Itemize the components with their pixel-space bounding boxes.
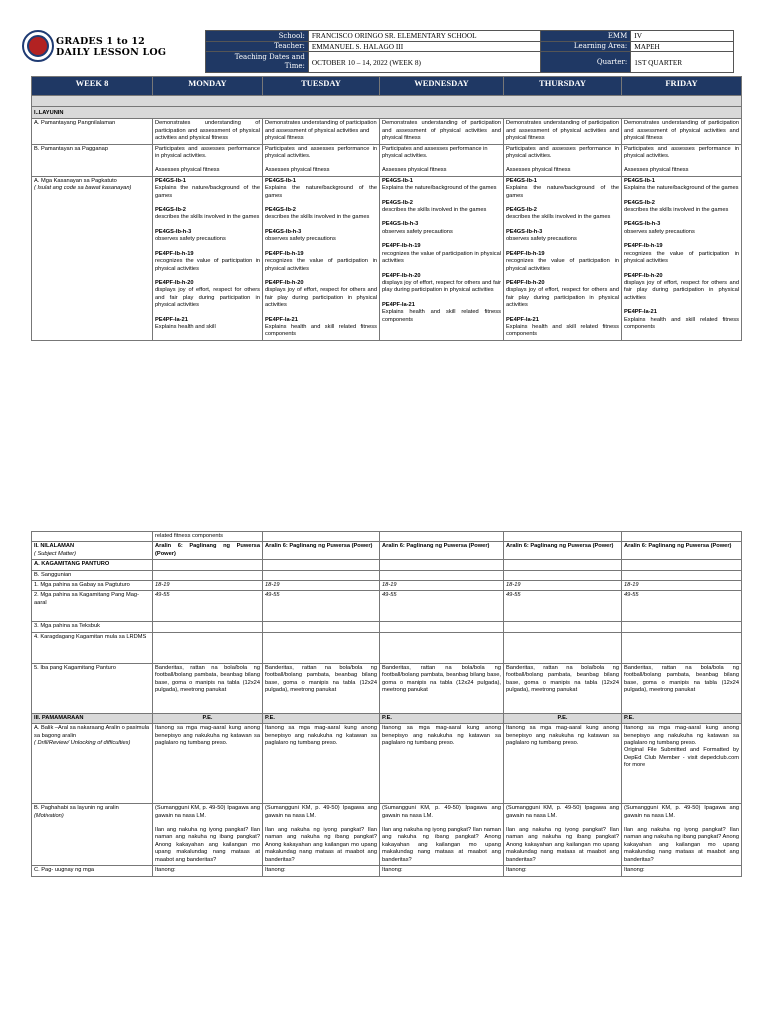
form-title bbox=[56, 36, 166, 58]
thu-pagganap-p1: Participates and assesses performance in physical activities. bbox=[506, 145, 619, 160]
kagamitan-pahina-row bbox=[32, 591, 742, 622]
thu-code4: PE4PF-Ib-h-19 bbox=[506, 250, 545, 257]
wed-itanong: Itanong: bbox=[380, 866, 504, 876]
balik-label-cell bbox=[32, 724, 153, 804]
tue-kasanayan bbox=[263, 176, 380, 340]
fri-code1-text: Explains the nature/background of the games bbox=[624, 185, 739, 192]
thu-paghahabi-p2: Ilan ang nakuha ng iyong pangkat? Ilan naman ang nakuha ng ibang pangkat? Anong kakayahan ang kailangan mo upang makalundag nang mataas at maabot ang banderitas? bbox=[506, 827, 619, 863]
thu-code3: PE4GS-Ib-h-3 bbox=[506, 228, 543, 235]
school-value: FRANCISCO ORINGO SR. ELEMENTARY SCHOOL bbox=[308, 31, 541, 42]
thu-code1: PE4GS-Ib-1 bbox=[506, 177, 537, 184]
mon-code2-text: describes the skills involved in the games bbox=[155, 214, 260, 221]
mon-code4-text: recognizes the value of participation in physical activities bbox=[155, 258, 260, 272]
mon-pagganap bbox=[153, 144, 263, 176]
mon-code5-text: displays joy of effort, respect for others and fair play during participation in physical activities bbox=[155, 287, 260, 309]
kagamitan-label: A. KAGAMITANG PANTURO bbox=[32, 560, 153, 570]
mon-pe: P.E. bbox=[153, 713, 263, 723]
fri-pagganap bbox=[622, 144, 742, 176]
wed-code4: PE4PF-Ib-h-19 bbox=[382, 243, 421, 250]
fri-paghahabi-p1: (Sumangguni KM, p. 49-50) Ipagawa ang gawain na nasa LM. bbox=[624, 805, 739, 819]
mon-code2: PE4GS-Ib-2 bbox=[155, 207, 186, 214]
tue-gabay: 18-19 bbox=[263, 581, 380, 591]
wed-code2: PE4GS-Ib-2 bbox=[382, 199, 413, 206]
tue-code1: PE4GS-Ib-1 bbox=[265, 177, 296, 184]
kasanayan-label: A. Mga Kasanayan sa Pagkatuto bbox=[34, 177, 117, 184]
spacer-row bbox=[32, 96, 742, 107]
area-label: Learning Area: bbox=[541, 41, 631, 52]
wed-code4-text: recognizes the value of participation in physical activities bbox=[382, 250, 501, 265]
fri-pe: P.E. bbox=[622, 713, 742, 723]
fri-iba: Banderitas, rattan na bola/bola ng football/bolang pambata, beanbag bilang base, goma o manipis na tabla (12x24 pulgada), meetrong panukat bbox=[622, 663, 742, 713]
tue-pagganap bbox=[263, 144, 380, 176]
sanggunian-label: B. Sanggunian bbox=[32, 570, 153, 580]
thursday-header: THURSDAY bbox=[504, 77, 622, 96]
dates-label-2: Time: bbox=[284, 62, 305, 70]
thu-code2: PE4GS-Ib-2 bbox=[506, 207, 537, 214]
pagugnay-row bbox=[32, 866, 742, 876]
mon-paghahabi-p2: Ilan ang nakuha ng iyong pangkat? Ilan naman ang nakuha ng ibang pangkat? Anong kakayahan ang kailangan mo upang makalundag nang mataas at maabot ang banderitas? bbox=[155, 827, 260, 863]
mon-code3: PE4GS-Ib-h-3 bbox=[155, 228, 192, 235]
paghahabi-label-cell bbox=[32, 804, 153, 866]
lesson-table-page1 bbox=[31, 76, 742, 341]
page-two bbox=[0, 528, 768, 1024]
grade-label: EMM bbox=[541, 31, 631, 42]
fri-kagamitan-pahina: 49-55 bbox=[622, 591, 742, 622]
mon-paghahabi bbox=[153, 804, 263, 866]
lrdms-row bbox=[32, 632, 742, 663]
mon-code3-text: observes safety precautions bbox=[155, 236, 226, 243]
thu-code4-text: recognizes the value of participation in physical activities bbox=[506, 258, 619, 272]
school-label: School: bbox=[206, 31, 309, 42]
fri-code2: PE4GS-Ib-2 bbox=[624, 199, 655, 206]
teacher-value: EMMANUEL S. HALAGO III bbox=[308, 41, 541, 52]
nilalaman-label-cell bbox=[32, 542, 153, 560]
wed-code1: PE4GS-Ib-1 bbox=[382, 177, 413, 184]
mon-kasanayan bbox=[153, 176, 263, 340]
fri-kasanayan bbox=[622, 176, 742, 340]
mon-code1-text: Explains the nature/background of the games bbox=[155, 185, 260, 199]
grade-value: IV bbox=[631, 31, 734, 42]
mon-continued-text: related fitness components bbox=[153, 532, 263, 542]
mon-pagganap-p1: Participates and assesses performance in physical activities. bbox=[155, 145, 260, 160]
tue-paghahabi-p2: Ilan ang nakuha ng iyong pangkat? Ilan naman ang nakuha ng ibang pangkat? Anong kakayahan ang kailangan mo upang makalundag nang mataas at maabot ang banderitas? bbox=[265, 827, 377, 863]
mon-itanong: Itanong: bbox=[153, 866, 263, 876]
iba-row bbox=[32, 663, 742, 713]
monday-header: MONDAY bbox=[153, 77, 263, 96]
tue-code2: PE4GS-Ib-2 bbox=[265, 207, 296, 214]
header-info-table bbox=[205, 30, 734, 73]
paghahabi-note: (Motivation) bbox=[34, 812, 64, 819]
pamantayang-label: A. Pamantayang Pangnilalaman bbox=[32, 119, 153, 144]
tue-pagganap-p1: Participates and assesses performance in physical activities. bbox=[265, 145, 377, 160]
thu-balik: Itanong sa mga mag-aaral kung anong benepisyo ang nakukuha ng katawan sa paglalaro ng tumbang preso. bbox=[504, 724, 622, 804]
wed-paghahabi bbox=[380, 804, 504, 866]
tue-paghahabi-p1: (Sumangguni KM, p. 49-50) Ipagawa ang gawain na nasa LM. bbox=[265, 805, 377, 819]
fri-code2-text: describes the skills involved in the games bbox=[624, 207, 729, 214]
thu-code1-text: Explains the nature/background of the games bbox=[506, 185, 619, 199]
dates-label-1: Teaching Dates and bbox=[234, 53, 305, 61]
mon-code5: PE4PF-Ib-h-20 bbox=[155, 279, 194, 286]
mon-code1: PE4GS-Ib-1 bbox=[155, 177, 186, 184]
gabay-label: 1. Mga pahina sa Gabay sa Pagtuturo bbox=[32, 581, 153, 591]
kagamitan-row bbox=[32, 560, 742, 570]
thu-code2-text: describes the skills involved in the games bbox=[506, 214, 611, 221]
dates-value: OCTOBER 10 – 14, 2022 (WEEK 8) bbox=[308, 52, 541, 73]
wed-paghahabi-p1: (Sumangguni KM, p. 49-50) Ipagawa ang gawain na nasa LM. bbox=[382, 805, 501, 819]
wed-code5-text: displays joy of effort, respect for others and fair play during participation in physical activities bbox=[382, 279, 501, 294]
wed-kagamitan-pahina: 49-55 bbox=[380, 591, 504, 622]
pagugnay-label: C. Pag- uugnay ng mga bbox=[32, 866, 153, 876]
mon-pagganap-p2: Assesses physical fitness bbox=[155, 167, 220, 174]
gabay-row bbox=[32, 581, 742, 591]
fri-pagganap-p2: Assesses physical fitness bbox=[624, 167, 689, 174]
pagganap-label: B. Pamantayan sa Pagganap bbox=[32, 144, 153, 176]
balik-row bbox=[32, 724, 742, 804]
wed-pamantayang: Demonstrates understanding of participation and assessment of physical activities and physical fitness bbox=[380, 119, 504, 144]
fri-pamantayang: Demonstrates understanding of participation and assessment of physical activities and physical fitness bbox=[622, 119, 742, 144]
fri-balik-extra: Original File Submitted and Formatted by DepEd Club Member - visit depedclub.com for more bbox=[624, 747, 739, 769]
fri-code4-text: recognizes the value of participation in physical activities bbox=[624, 250, 739, 265]
tue-code6: PE4PF-Ia-21 bbox=[265, 316, 298, 323]
wed-code5: PE4PF-Ib-h-20 bbox=[382, 272, 421, 279]
dates-label bbox=[206, 52, 309, 73]
tue-code4-text: recognizes the value of participation in physical activities bbox=[265, 258, 377, 272]
tue-code1-text: Explains the nature/background of the games bbox=[265, 185, 377, 199]
wed-pe: P.E. bbox=[380, 713, 504, 723]
thu-itanong: Itanong: bbox=[504, 866, 622, 876]
fri-balik-text: Itanong sa mga mag-aaral kung anong benepisyo ang nakukuha ng katawan sa paglalaro ng tumbang preso. bbox=[624, 725, 739, 747]
layunin-row bbox=[32, 107, 742, 119]
lrdms-label: 4. Karagdagang Kagamitan mula sa LRDMS bbox=[32, 632, 153, 663]
wed-code6-text: Explains health and skill related fitness components bbox=[382, 309, 501, 323]
fri-aralin: Aralin 6: Paglinang ng Puwersa (Power) bbox=[622, 542, 742, 560]
form-title-line1: GRADES 1 to 12 bbox=[56, 36, 145, 47]
tue-kagamitan-pahina: 49-55 bbox=[263, 591, 380, 622]
teksbuk-label: 3. Mga pahina sa Teksbuk bbox=[32, 622, 153, 632]
wed-balik: Itanong sa mga mag-aaral kung anong benepisyo ang nakukuha ng katawan sa paglalaro ng tumbang preso. bbox=[380, 724, 504, 804]
friday-header: FRIDAY bbox=[622, 77, 742, 96]
deped-seal-logo bbox=[22, 30, 54, 62]
mon-code4: PE4PF-Ib-h-19 bbox=[155, 250, 194, 257]
tue-iba: Banderitas, rattan na bola/bola ng football/bolang pambata, beanbag bilang base, goma o manipis na tabla (12x24 pulgada), meetrong panukat bbox=[263, 663, 380, 713]
wed-code1-text: Explains the nature/background of the games bbox=[382, 185, 497, 192]
thu-paghahabi-p1: (Sumangguni KM, p. 49-50) Ipagawa ang gawain na nasa LM. bbox=[506, 805, 619, 819]
tue-code3: PE4GS-Ib-h-3 bbox=[265, 228, 302, 235]
mon-aralin: Aralin 6: Paglinang ng Puwersa (Power) bbox=[153, 542, 263, 560]
sanggunian-row bbox=[32, 570, 742, 580]
page-one bbox=[0, 0, 768, 480]
fri-code5: PE4PF-Ib-h-20 bbox=[624, 272, 663, 279]
pamantayang-row bbox=[32, 119, 742, 144]
tue-aralin: Aralin 6: Paglinang ng Puwersa (Power) bbox=[263, 542, 380, 560]
thu-code5: PE4PF-Ib-h-20 bbox=[506, 279, 545, 286]
mon-balik: Itanong sa mga mag-aaral kung anong benepisyo ang nakukuha ng katawan sa paglalaro ng tumbang preso. bbox=[153, 724, 263, 804]
mon-code6: PE4PF-Ia-21 bbox=[155, 316, 188, 323]
mon-gabay: 18-19 bbox=[153, 581, 263, 591]
fri-itanong: Itanong: bbox=[622, 866, 742, 876]
thu-kasanayan bbox=[504, 176, 622, 340]
layunin-label: I..LAYUNIN bbox=[32, 107, 742, 119]
teksbuk-row bbox=[32, 622, 742, 632]
quarter-label: Quarter: bbox=[541, 52, 631, 73]
kasanayan-row bbox=[32, 176, 742, 340]
mon-pamantayang: Demonstrates understanding of participation and assessment of physical activities and physical fitness bbox=[153, 119, 263, 144]
fri-code3: PE4GS-Ib-h-3 bbox=[624, 221, 661, 228]
mon-paghahabi-p1: (Sumangguni KM, p. 49-50) Ipagawa ang gawain na nasa LM. bbox=[155, 805, 260, 819]
fri-code5-text: displays joy of effort, respect for others and fair play during participation in physical activities bbox=[624, 279, 739, 301]
fri-gabay: 18-19 bbox=[622, 581, 742, 591]
form-title-line2: DAILY LESSON LOG bbox=[56, 47, 167, 58]
wed-pagganap-p2: Assesses physical fitness bbox=[382, 167, 447, 174]
paghahabi-label: B. Paghahabi sa layunin ng aralin bbox=[34, 805, 119, 812]
teacher-label: Teacher: bbox=[206, 41, 309, 52]
fri-code3-text: observes safety precautions bbox=[624, 228, 695, 235]
fri-pagganap-p1: Participates and assesses performance in physical activities. bbox=[624, 145, 739, 160]
thu-code6-text: Explains health and skill related fitness components bbox=[506, 323, 619, 338]
wednesday-header: WEDNESDAY bbox=[380, 77, 504, 96]
wed-code3: PE4GS-Ib-h-3 bbox=[382, 221, 419, 228]
tue-code2-text: describes the skills involved in the games bbox=[265, 214, 370, 221]
mon-iba: Banderitas, rattan na bola/bola ng football/bolang pambata, beanbag bilang base, goma o manipis na tabla (12x24 pulgada), meetrong panukat bbox=[153, 663, 263, 713]
thu-pamantayang: Demonstrates understanding of participation and assessment of physical activities and physical fitness bbox=[504, 119, 622, 144]
wed-pagganap bbox=[380, 144, 504, 176]
balik-note: ( Drill/Review/ Unlocking of difficulties) bbox=[34, 740, 131, 747]
wed-code3-text: observes safety precautions bbox=[382, 228, 453, 235]
area-value: MAPEH bbox=[631, 41, 734, 52]
mon-code6-text: Explains health and skill bbox=[155, 323, 216, 330]
nilalaman-label: II. NILALAMAN bbox=[34, 543, 75, 550]
week-label: WEEK 8 bbox=[32, 77, 153, 96]
day-header-row bbox=[32, 77, 742, 96]
wed-iba: Banderitas, rattan na bola/bola ng football/bolang pambata, beanbag bilang base, goma o manipis na tabla (12x24 pulgada), meetrong panukat bbox=[380, 663, 504, 713]
kasanayan-label-cell bbox=[32, 176, 153, 340]
continued-row bbox=[32, 532, 742, 542]
tue-pe: P.E. bbox=[263, 713, 380, 723]
thu-iba: Banderitas, rattan na bola/bola ng football/bolang pambata, beanbag bilang base, goma o manipis na tabla (12x24 pulgada), meetrong panukat bbox=[504, 663, 622, 713]
thu-kagamitan-pahina: 49-55 bbox=[504, 591, 622, 622]
quarter-value: 1ST QUARTER bbox=[631, 52, 734, 73]
tue-pagganap-p2: Assesses physical fitness bbox=[265, 167, 330, 174]
thu-pe: P.E. bbox=[504, 713, 622, 723]
fri-paghahabi-p2: Ilan ang nakuha ng iyong pangkat? Ilan naman ang nakuha ng ibang pangkat? Anong kakayahan ang kailangan mo upang makalundag nang mataas at maabot ang banderitas? bbox=[624, 827, 739, 863]
tue-balik: Itanong sa mga mag-aaral kung anong benepisyo ang nakukuha ng katawan sa paglalaro ng tumbang preso. bbox=[263, 724, 380, 804]
fri-code6-text: Explains health and skill related fitness components bbox=[624, 316, 739, 330]
thu-pagganap-p2: Assesses physical fitness bbox=[506, 167, 571, 174]
pagganap-row bbox=[32, 144, 742, 176]
pamamaraan-label: III. PAMAMARAAN bbox=[32, 713, 153, 723]
wed-gabay: 18-19 bbox=[380, 581, 504, 591]
tue-code3-text: observes safety precautions bbox=[265, 236, 336, 243]
pamamaraan-row bbox=[32, 713, 742, 723]
wed-code2-text: describes the skills involved in the games bbox=[382, 207, 487, 214]
tue-code5-text: displays joy of effort, respect for others and fair play during participation in physical activities bbox=[265, 287, 377, 309]
thu-code6: PE4PF-Ia-21 bbox=[506, 316, 539, 323]
thu-code3-text: observes safety precautions bbox=[506, 236, 577, 243]
fri-code6: PE4PF-Ia-21 bbox=[624, 309, 657, 316]
wed-pagganap-p1: Participates and assesses performance in physical activities. bbox=[382, 145, 488, 160]
balik-label: A. Balik –Aral sa nakaraang Aralin o pasimula sa bagong aralin bbox=[34, 725, 150, 739]
fri-balik bbox=[622, 724, 742, 804]
iba-label: 5. Iba pang Kagamitang Panturo bbox=[32, 663, 153, 713]
thu-paghahabi bbox=[504, 804, 622, 866]
tue-code5: PE4PF-Ib-h-20 bbox=[265, 279, 304, 286]
thu-pagganap bbox=[504, 144, 622, 176]
lesson-table-page2 bbox=[31, 531, 742, 877]
tue-itanong: Itanong: bbox=[263, 866, 380, 876]
paghahabi-row bbox=[32, 804, 742, 866]
mon-kagamitan-pahina: 49-55 bbox=[153, 591, 263, 622]
fri-paghahabi bbox=[622, 804, 742, 866]
wed-kasanayan bbox=[380, 176, 504, 340]
wed-paghahabi-p2: Ilan ang nakuha ng iyong pangkat? Ilan naman ang nakuha ng ibang pangkat? Anong kakayahan ang kailangan mo upang makalundag nang mataas at maabot ang banderitas? bbox=[382, 827, 501, 863]
tue-code4: PE4PF-Ib-h-19 bbox=[265, 250, 304, 257]
tue-pamantayang: Demonstrates understanding of participation and assessment of physical activities and physical fitness bbox=[263, 119, 380, 144]
fri-code4: PE4PF-Ib-h-19 bbox=[624, 243, 663, 250]
nilalaman-note: ( Subject Matter) bbox=[34, 550, 77, 557]
thu-gabay: 18-19 bbox=[504, 581, 622, 591]
wed-aralin: Aralin 6: Paglinang ng Puwersa (Power) bbox=[380, 542, 504, 560]
wed-code6: PE4PF-Ia-21 bbox=[382, 301, 415, 308]
tue-code6-text: Explains health and skill related fitness components bbox=[265, 323, 377, 338]
thu-code5-text: displays joy of effort, respect for others and fair play during participation in physical activities bbox=[506, 287, 619, 309]
thu-aralin: Aralin 6: Paglinang ng Puwersa (Power) bbox=[504, 542, 622, 560]
tuesday-header: TUESDAY bbox=[263, 77, 380, 96]
nilalaman-row bbox=[32, 542, 742, 560]
kagamitan-pahina-label: 2. Mga pahina sa Kagamitang Pang Mag-aaral bbox=[32, 591, 153, 622]
fri-code1: PE4GS-Ib-1 bbox=[624, 177, 655, 184]
tue-paghahabi bbox=[263, 804, 380, 866]
kasanayan-note: ( Isulat ang code sa bawat kasanayan) bbox=[34, 185, 132, 192]
